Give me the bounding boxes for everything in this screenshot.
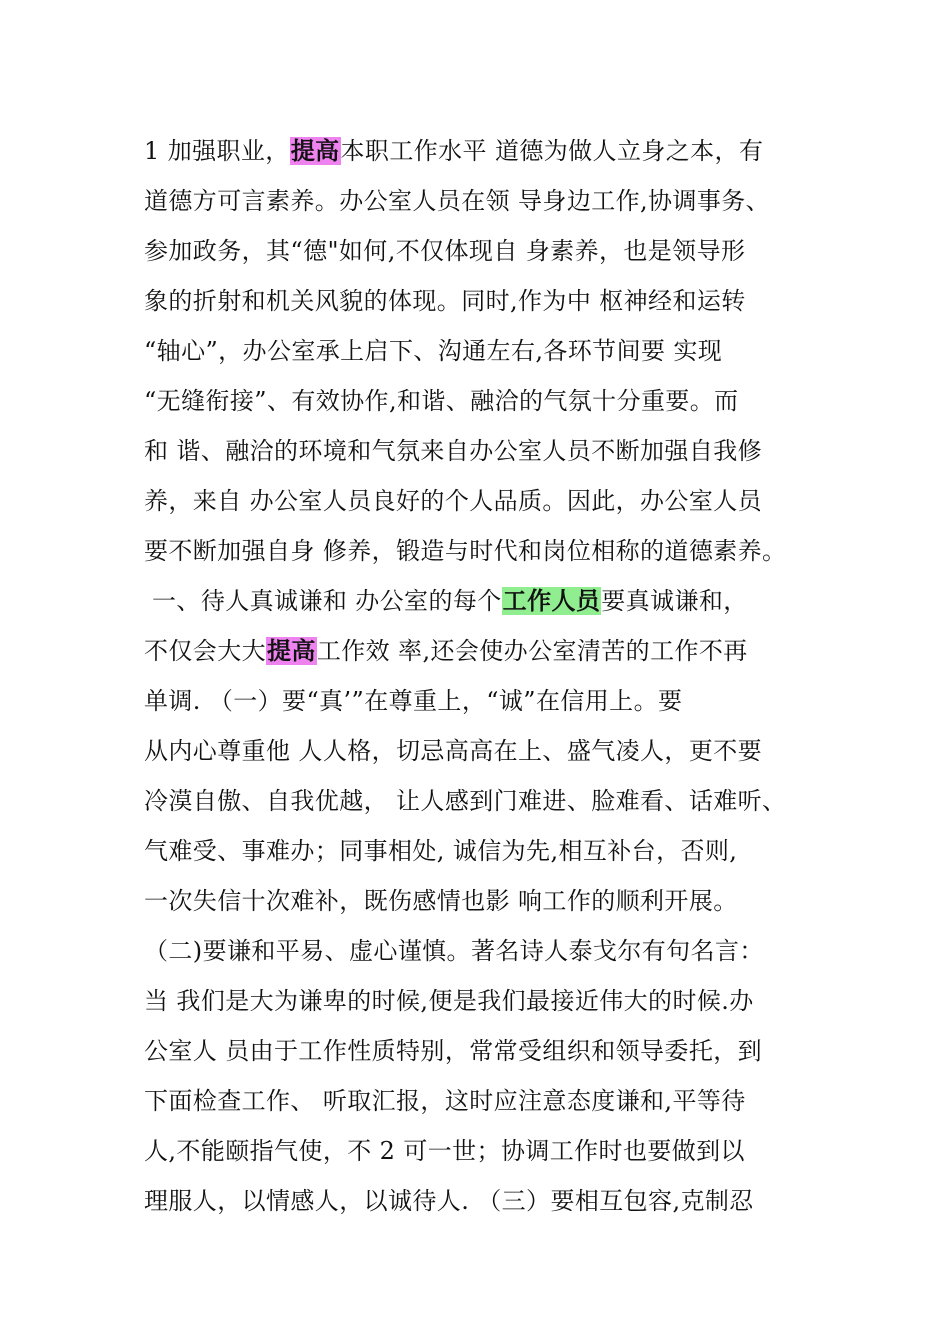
line-text: 下面检查工作、 听取汇报，这时应注意态度谦和,平等待: [144, 1087, 746, 1115]
line-text: 养，来自 办公室人员良好的个人品质。因此，办公室人员: [144, 487, 763, 515]
text-line: [144, 376, 824, 426]
line-text: “轴心”，办公室承上启下、沟通左右,各环节间要 实现: [144, 337, 723, 365]
line-text: 和 谐、融洽的环境和气氛来自办公室人员不断加强自我修: [144, 437, 763, 465]
line-text: 本职工作水平 道德为做人立身之本，有: [340, 137, 764, 165]
line-text: 冷漠自傲、自我优越， 让人感到门难进、脸难看、话难听、: [144, 787, 787, 815]
text-line: [144, 826, 824, 876]
line-text: “无缝衔接”、有效协作,和谐、融洽的气氛十分重要。而: [144, 387, 739, 415]
text-line: [144, 426, 824, 476]
text-line: [144, 976, 824, 1026]
highlighted-term: 提高: [267, 637, 316, 665]
line-text: 象的折射和机关风貌的体现。同时,作为中 枢神经和运转: [144, 287, 746, 315]
line-text: 1 加强职业，: [144, 137, 290, 165]
text-line: [144, 126, 824, 176]
line-text: 要真诚谦和，: [601, 587, 748, 615]
line-text: 一次失信十次难补，既伤感情也影 响工作的顺利开展。: [144, 887, 738, 915]
line-text: 气难受、事难办；同事相处, 诚信为先,相互补台，否则,: [144, 837, 738, 865]
highlighted-term: 工作人员: [502, 587, 601, 615]
text-line: [144, 476, 824, 526]
line-text: 公室人 员由于工作性质特别，常常受组织和领导委托，到: [144, 1037, 763, 1065]
line-text: 从内心尊重他 人人格，切忌高高在上、盛气凌人，更不要: [144, 737, 763, 765]
text-line: [144, 626, 824, 676]
text-line: [144, 926, 824, 976]
text-line: [144, 1026, 824, 1076]
text-line: [144, 776, 824, 826]
text-line: [144, 676, 824, 726]
line-text: 要不断加强自身 修养，锻造与时代和岗位相称的道德素养。: [144, 537, 787, 565]
text-line: [144, 1176, 824, 1226]
line-text: 理服人，以情感人，以诚待人. （三）要相互包容,克制忍: [144, 1187, 754, 1215]
line-text: 道德方可言素养。办公室人员在领 导身边工作,协调事务、: [144, 187, 771, 215]
line-text: 参加政务，其“德"如何,不仅体现自 身素养，也是领导形: [144, 237, 746, 265]
text-line: [144, 876, 824, 926]
text-line: [144, 526, 824, 576]
text-line: [144, 176, 824, 226]
line-text: 工作效 率,还会使办公室清苦的工作不再: [316, 637, 748, 665]
line-text: 当 我们是大为谦卑的时候,便是我们最接近伟大的时候.办: [144, 987, 754, 1015]
line-text: （二)要谦和平易、虚心谨慎。著名诗人泰戈尔有句名言：: [144, 937, 764, 965]
text-line: [144, 326, 824, 376]
line-text: 不仅会大大: [144, 637, 266, 665]
highlighted-term: 提高: [290, 137, 340, 165]
text-line: [144, 576, 824, 626]
text-line: [144, 226, 824, 276]
line-text: 人,不能颐指气使，不 2 可一世；协调工作时也要做到以: [144, 1137, 745, 1165]
body-text: [144, 126, 824, 1226]
text-line: [144, 276, 824, 326]
text-line: [144, 1076, 824, 1126]
line-text: 一、待人真诚谦和 办公室的每个: [144, 587, 502, 615]
text-line: [144, 726, 824, 776]
text-line: [144, 1126, 824, 1176]
line-text: 单调. （一）要“真’”在尊重上，“诚”在信用上。要: [144, 687, 683, 715]
